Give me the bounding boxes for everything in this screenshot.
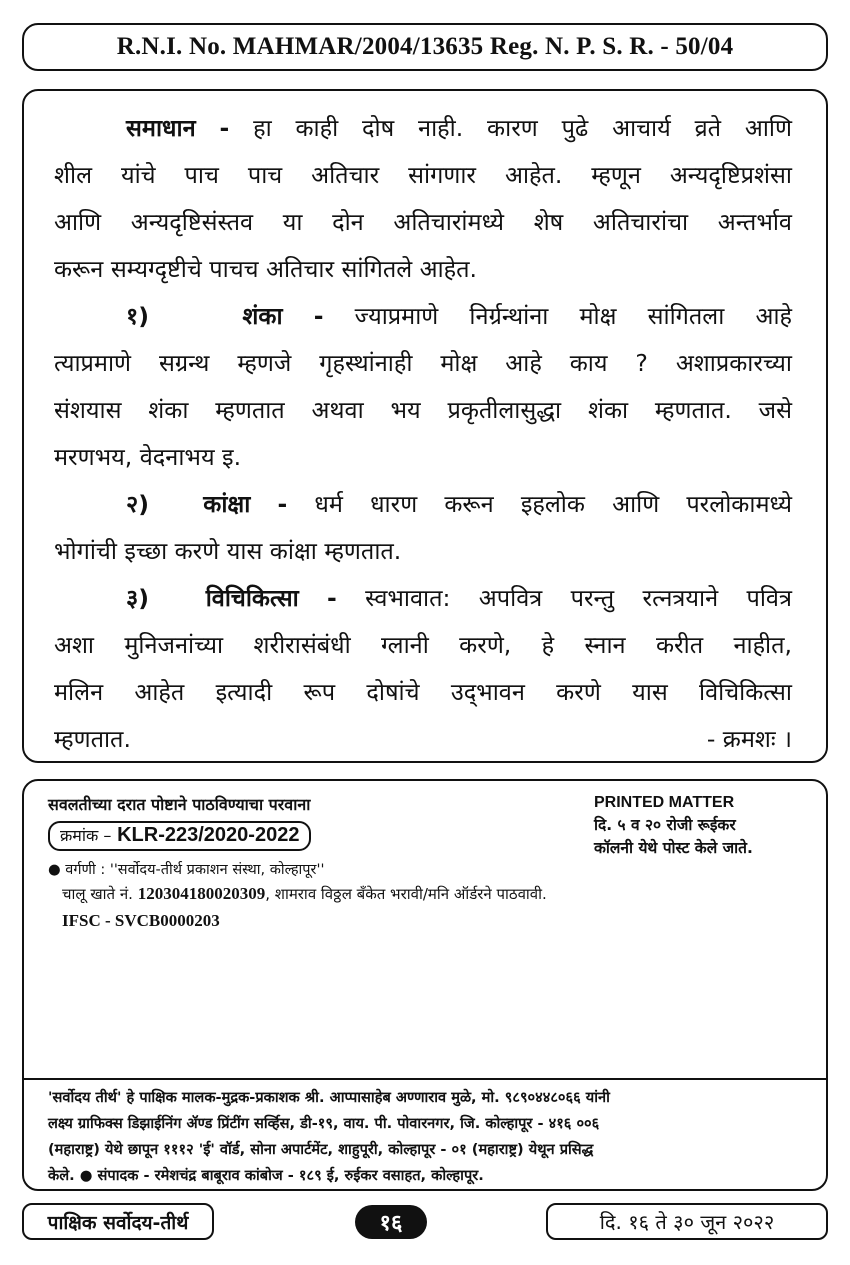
license-number-badge: क्रमांक – KLR-223/2020-2022	[48, 821, 311, 851]
term-shanka: शंका	[242, 302, 283, 330]
publisher-imprint: 'सर्वोदय तीर्थ' हे पाक्षिक मालक-मुद्रक-प्रकाशक श्री. आप्पासाहेब अण्णाराव मुळे, मो. ९८९०४४८०६६ यांनी लक्ष्य ग्राफिक्स डिझाईनिंग ॲण्ड प्रिंटींग सर्व्हिस, डी-१९, वाय. पी. पोवारनगर, जि. कोल्हापूर - ४१६ ००६ (महाराष्ट्र) येथे छापून १११२ 'ई' वॉर्ड, सोना अपार्टमेंट, शाहुपूरी, कोल्हापूर - ०१ (महाराष्ट्र) येथून प्रसिद्ध केले. ● संपादक - रमेशचंद्र बाबूराव कांबोज - १८९ ई, रुईकर वसाहत, कोल्हापूर.	[24, 1078, 826, 1189]
postal-license-title: सवलतीच्या दरात पोष्टाने पाठविण्याचा परवाना	[48, 795, 311, 814]
footer-publication-name: पाक्षिक सर्वोदय-तीर्थ	[22, 1203, 214, 1240]
paragraph-kanksha: २) कांक्षा - धर्म धारण करून इहलोक आणि परलोकामध्ये भोगांची इच्छा करणे यास कांक्षा म्हणतात.	[54, 490, 792, 565]
paragraph-shanka: १) शंका - ज्याप्रमाणे निर्ग्रन्थांना मोक्ष सांगितला आहे त्याप्रमाणे सग्रन्थ म्हणजे गृहस्थांनाही मोक्ष आहे काय ? अशाप्रकारच्या संशयास शंका म्हणतात अथवा भय प्रकृतीलासुद्धा शंका म्हणतात. जसे मरणभय, वेदनाभय इ.	[54, 302, 792, 471]
term-samadhan: समाधान	[126, 114, 196, 142]
term-kanksha: कांक्षा	[203, 490, 251, 518]
continued-marker: - क्रमशः ।	[706, 725, 792, 753]
postal-info-box	[22, 779, 828, 1191]
paragraph-samadhan: समाधान - हा काही दोष नाही. कारण पुढे आचार्य व्रते आणि शील यांचे पाच पाच अतिचार सांगणार आहेत. म्हणून अन्यदृष्टिप्रशंसा आणि अन्यदृष्टिसंस्तव या दोन अतिचारांमध्ये शेष अतिचारांचा अन्तर्भाव करून सम्यग्दृष्टीचे पाचच अतिचार सांगितले आहेत.	[54, 114, 792, 283]
paragraph-vichikitsa: ३) विचिकित्सा - स्वभावात: अपवित्र परन्तु रत्नत्रयाने पवित्र अशा मुनिजनांच्या शरीरासंबंधी ग्लानी करणे, हे स्नान करीत नाहीत, मलिन आहेत इत्यादी रूप दोषांचे उद्‌भावन करणे यास विचिकित्सा म्हणतात. - क्रमशः ।	[54, 575, 792, 763]
footer-date-range: दि. १६ ते ३० जून २०२२	[546, 1203, 828, 1240]
article-body	[22, 89, 828, 763]
rni-number: R.N.I. No. MAHMAR/2004/13635 Reg. N. P. S. R. - 50/04	[116, 33, 734, 60]
page-number: १६	[355, 1205, 427, 1239]
subscription-line: ● वर्गणी : ''सर्वोदय-तीर्थ प्रकाशन संस्था, कोल्हापूर''	[48, 862, 325, 878]
registration-header	[22, 23, 828, 71]
ifsc-code: IFSC - SVCB0000203	[62, 911, 220, 930]
term-vichikitsa: विचिकित्सा	[205, 584, 299, 612]
printed-matter-block: PRINTED MATTER दि. ५ व २० रोजी रूईकर कॉलनी येथे पोस्ट केले जाते.	[594, 794, 753, 857]
account-line: चालू खाते नं. 120304180020309, शामराव विठ्ठल बँकेत भरावी/मनि ऑर्डरने पाठवावी.	[62, 884, 547, 903]
